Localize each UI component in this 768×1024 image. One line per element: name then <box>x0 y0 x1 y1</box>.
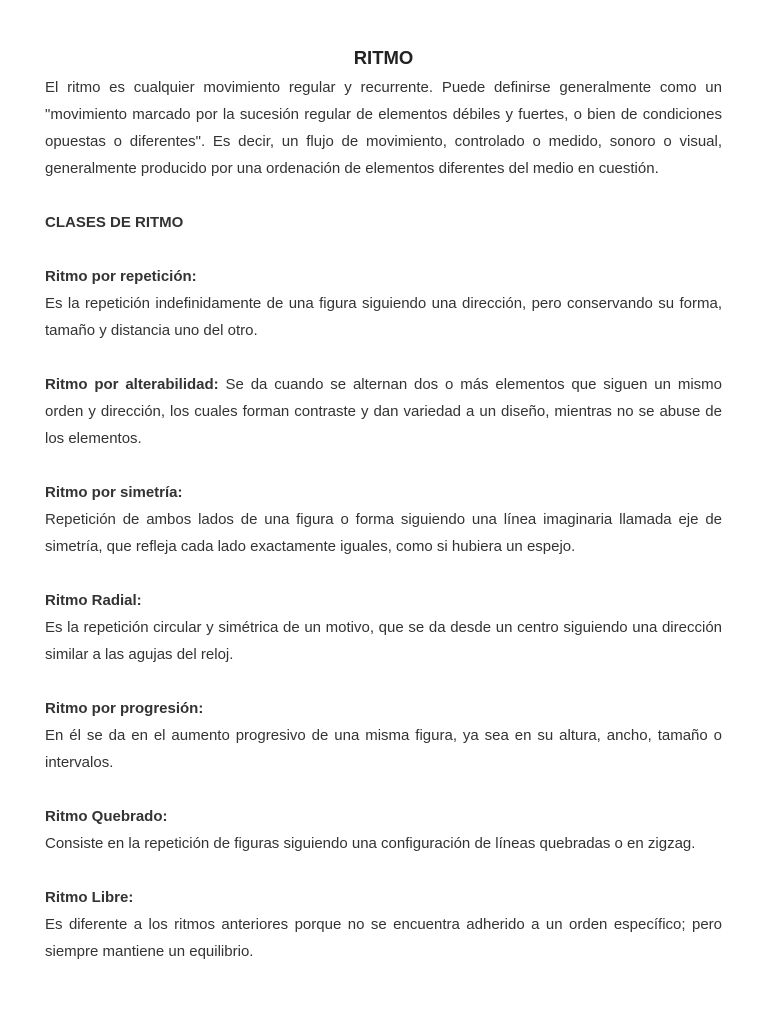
rhythm-type-description: Es la repetición indefinidamente de una figura siguiendo una dirección, pero conservando su forma, tamaño y distancia uno del otro. <box>45 295 722 339</box>
rhythm-type-progression <box>45 695 722 776</box>
rhythm-type-description: Es la repetición circular y simétrica de un motivo, que se da desde un centro siguiendo una dirección similar a las agujas del reloj. <box>45 619 722 663</box>
rhythm-type-title: Ritmo por repetición: <box>45 268 197 285</box>
rhythm-type-description: Se da cuando se alternan dos o más elementos que siguen un mismo orden y dirección, los cuales forman contraste y dan variedad a un diseño, mientras no se abuse de los elementos. <box>45 376 722 447</box>
rhythm-type-free <box>45 884 722 965</box>
rhythm-type-title: Ritmo por simetría: <box>45 484 183 501</box>
rhythm-type-radial <box>45 587 722 668</box>
rhythm-type-description: En él se da en el aumento progresivo de una misma figura, ya sea en su altura, ancho, tamaño o intervalos. <box>45 727 722 771</box>
rhythm-type-broken <box>45 803 722 857</box>
rhythm-type-title: Ritmo por alterabilidad: <box>45 376 219 393</box>
rhythm-type-title: Ritmo Quebrado: <box>45 808 168 825</box>
section-heading: CLASES DE RITMO <box>45 214 184 231</box>
rhythm-type-alterability <box>45 371 722 452</box>
rhythm-type-description: Consiste en la repetición de figuras siguiendo una configuración de líneas quebradas o en zigzag. <box>45 835 696 852</box>
rhythm-type-title: Ritmo Libre: <box>45 889 134 906</box>
rhythm-type-title: Ritmo por progresión: <box>45 700 204 717</box>
rhythm-type-repetition <box>45 263 722 344</box>
rhythm-type-description: Repetición de ambos lados de una figura o forma siguiendo una línea imaginaria llamada eje de simetría, que refleja cada lado exactamente iguales, como si hubiera un espejo. <box>45 511 722 555</box>
rhythm-type-title: Ritmo Radial: <box>45 592 142 609</box>
intro-paragraph: El ritmo es cualquier movimiento regular y recurrente. Puede definirse generalmente como un "movimiento marcado por la sucesión regular de elementos débiles y fuertes, o bien de condiciones opuestas o diferentes". Es decir, un flujo de movimiento, controlado o medido, sonoro o visual, generalmente producido por una ordenación de elementos diferentes del medio en cuestión. <box>45 79 722 177</box>
rhythm-type-symmetry <box>45 479 722 560</box>
rhythm-type-description: Es diferente a los ritmos anteriores porque no se encuentra adherido a un orden específico; pero siempre mantiene un equilibrio. <box>45 916 722 960</box>
page-title: RITMO <box>353 47 414 68</box>
